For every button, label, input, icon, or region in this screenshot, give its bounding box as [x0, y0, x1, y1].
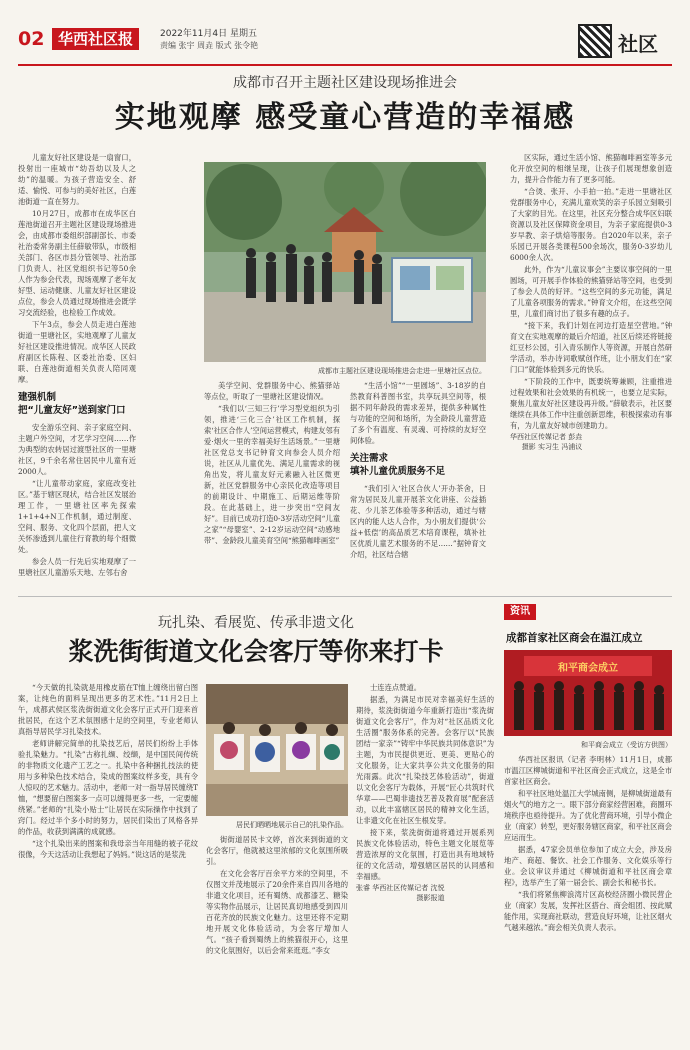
news-body [504, 754, 672, 1032]
paragraph: 士连连点赞道。 [370, 683, 422, 692]
page-number: 02 [18, 28, 45, 50]
masthead [18, 22, 672, 62]
paragraph: 老师讲解完简单的扎染技艺后，居民们纷纷上手体验扎染魅力。“扎染”古称扎缬、绞缬，是中国民间传统的非物质文化遗产工艺之一。扎染中各种捆扎技法的使用与多种染色技术结合，染成的图案纹样多变，具有令人惊叹的艺术魅力。活动中，老师一对一指导居民缠绕T恤，“想要留白图案多一点可以缠得更多一些，一定要缠绕紧。”老师的“扎染小贴士”让居民在实际操作中找到了窍门。经过半个多小时的努力，居民们染出了风格各异的作品，收获到满满的成就感。 [18, 739, 198, 836]
paragraph: 接下来，浆洗街街道将通过开展系列民族文化体验活动，特色主题文化展览等营造浓厚的文化氛围，打造出具有地域特征的文化活动，增强辖区居民的认同感和幸福感。 [356, 828, 494, 881]
story2-photo-caption: 居民们晒晒地展示自己的扎染作品。 [236, 821, 348, 829]
story1-subhead-2: 关注需求 填补儿童优质服务不足 [350, 453, 446, 477]
paragraph: “我们将紧焦柳浪湾片区高校经济圈小微民营企业（商家）发展，发挥社区搭台、商会组团、按此赋能作用，实现商社联动，营造良好环境，让社区烟火气越来越浓。”商会相关负责人表示。 [504, 890, 672, 932]
paragraph: 据悉，为满足市民对幸福美好生活的期待，浆洗街街道今年重新打造出“浆洗街街道文化会客厅”，作为对“社区品质文化生活圈”服务体系的完善。会客厅以“民族团结一家亲”“铸牢中华民族共同体意识”为主题，为市民提供更近、更美、更贴心的文化服务，让大家共享公共文化服务的阳光雨露。此次“扎染技艺体验活动”，街道以文化会客厅为载体，开展“匠心共筑时代华章——巴蜀非遗技艺普及教育展”配套活动，以此丰富辖区居民的精神文化生活，让非遗文化在社区生根发芽。 [356, 695, 494, 825]
editor-credits: 责编 张宇 周垚 版式 张令艳 [160, 41, 259, 50]
news-photo-banner: 和平商会成立 [558, 663, 618, 674]
story2-headline: 浆洗街街道文化会客厅等你来打卡 [68, 637, 444, 666]
paragraph: “我们引入‘社区合伙人’开办茶舍，日常为居民及儿童开展茶文化讲座、公益插花、少儿茶艺体验等多种活动，通过与辖区内的能人达人合作，为小朋友们提供‘公益+低偿’的高品质艺术培育课程，填补社区优质儿童艺术服务的不足……”据钟育文介绍，社区结合辖 [350, 484, 486, 559]
paragraph: “这个扎染出来的图案和我母亲当年用缝的被子花纹很像，今天这活动让我想起了妈妈。”说这话的是浆洗 [18, 839, 198, 859]
paragraph: “生活小馆”“一里圆场”、3-18岁的自然教育科普图书室，共享玩具空间等，根据不同年龄段的需求差异，提供多种属性与功能的空间和场所，为全龄段儿童营造了多个有温度、有灵魂、可持续的友好空间体验。 [350, 381, 486, 445]
paragraph: 区实际，通过生活小馆、熊猫咖啡画室等多元化开放空间的相继呈现，让孩子们展现想象创造力，提升合作能力有了更多可能。 [510, 153, 672, 184]
story1-kicker: 成都市召开主题社区建设现场推进会 [233, 75, 457, 91]
story1-column-2 [204, 380, 340, 590]
story2-byline: 张睿 华西社区传媒记者 沈悦 摄影报道 [356, 884, 445, 902]
story2-kicker: 玩扎染、看展览、传承非遗文化 [158, 615, 354, 631]
paragraph: 10月27日，成都市在成华区白莲池街道召开主题社区建设现场推进会，由成都市委组织部副部长、市委社治委常务副主任薛敏带队，市级相关部门、各区市县分管领导、社治部门负责人、社区党组织书记等50余人作为参会代表，现场观摩了老年友好型、运动健康、儿童友好社区建设点位，参会人员通过现场推进会既学习交流经验，也检验工作成效。 [18, 209, 136, 317]
story1-subhead-1: 建强机制 把“儿童友好”送到家门口 [18, 392, 126, 416]
paragraph: 参会人员一行先后实地观摩了一里塘社区儿童游乐天地、左邻右舍 [18, 557, 136, 577]
paragraph: “我们以‘三知三行’学习型党组织为引领，推进‘三化三合’社区工作机制，探索‘社区合作人’空间运营模式，构建友邻有爱·烟火一里的幸福美好生活场景。”一里塘社区党总支书记钟育文向参会人员介绍说，社区从儿童优先、满足儿童需求的视角出发，将儿童友好元素融入社区微更新，社区党群服务中心亲民化改造等项目的前期设计、中期施工、后期运维等阶段。在此基础上，进一步突出“空间友好”。目前已成功打造0-3岁活动空间“儿童之家”“母婴室”、2-12岁运动空间“动感地带”、金龄段儿童美育空间“熊猫咖啡画室” [204, 404, 340, 545]
news-photo-caption: 和平商会成立（受访方供图） [581, 741, 672, 749]
news-headline: 成都首家社区商会在温江成立 [506, 632, 643, 644]
story1-photo-caption: 成都市主题社区建设现场推进会走进一里塘社区点位。 [318, 367, 486, 375]
header-rule [18, 64, 672, 66]
paragraph: 街街道居民卡文婷，首次来到街道的文化会客厅，他就被这里浓郁的文化氛围所吸引。 [206, 835, 348, 866]
newspaper-brand: 华西社区报 [52, 28, 139, 50]
story1-photo [204, 162, 486, 362]
paragraph: “今天做的扎染就是用橡皮筋在T恤上缠绕出留白图案，让纯色的面料呈现出更多的艺术性。”11月2日上午，成都武侯区浆洗街街道文化会客厅正式开门迎来首批居民，在这个艺术氛围感十足的空间里，专业老师认真指导居民学习扎染技术。 [18, 683, 198, 736]
paragraph: “下阶段的工作中，既要统筹兼顾，注重推进过程效果和社会效果的有机统一，也要立足实际，聚焦儿童友好社区建设再升级。”薛敏表示，社区要继续在具体工作中注重创新思维，积极探索动有事有，为儿童友好城市创建助力。 [510, 377, 672, 430]
qr-code-icon [578, 24, 612, 58]
news-label: 资讯 [504, 604, 536, 620]
story2-column-2 [206, 834, 348, 1032]
section-title: 社区 [618, 32, 658, 56]
story2-column-1 [18, 682, 198, 1032]
news-photo [504, 650, 672, 736]
paragraph: 安全游乐空间、亲子家庭空间、主题户外空间，才艺学习空间……作为典型的农转居过渡型社区的一里塘社区，9千余名常住居民中儿童有近2000人。 [18, 423, 136, 476]
paragraph: “让儿童带动家庭，家庭改变社区。”基于辖区现状，结合社区发展治理工作，一里塘社区率先探索1+1+4+N工作机制，通过制度、空间、服务、文化四个层面，把人文关怀渗透到儿童住行育教的每个细微处。 [18, 479, 136, 554]
paragraph: 据悉，47家会员单位参加了成立大会，涉及房地产、商超、餐饮、社会工作服务、文化娱乐等行业。会议审议并通过《柳城街道和平社区商会章程》，选举产生了第一届会长、副会长和秘书长。 [504, 845, 672, 887]
news-brief [504, 604, 672, 1032]
paragraph: 此外，作为“儿童议事会”主要议事空间的一里圆场，可开展手作体验的熊猫驿站等空间，也受到了参会人员的好评。“这些空间的多元功能，满足了儿童各项服务的需求。”钟育文介绍，在这些空间里，儿童们商讨出了很多有趣的点子。 [510, 265, 672, 318]
section-divider [18, 596, 672, 597]
paragraph: 华西社区报讯（记者 李明林）11月1日，成都市温江区柳城街道和平社区商会正式成立，这是全市首家社区商会。 [504, 755, 672, 786]
paragraph: “接下来，我们计划在河边打造星空营地。”钟育文在实地观摩的最后介绍道，社区后续还将链接红豆杉公园，引入青乐制作人等资源，开展自然研学活动，举办诗词歌赋创作班，让小朋友们在“家门口”就能体验到多元的快乐。 [510, 321, 672, 374]
story1-headline: 实地观摩 感受童心营造的幸福感 [114, 100, 576, 135]
paragraph: “合烫、张开、小手拍一拍。”走进一里塘社区党群服务中心，充满儿童欢笑的亲子乐园立刻吸引了大家的目光。在这里，社区充分整合成华区妇联资源以及社区保障资金项目，为亲子家庭提供0-3岁早教、亲子烘焙等服务。自2020年以来，亲子乐园已开展各类课程500余场次，服务0-3岁幼儿6000余人次。 [510, 187, 672, 262]
paragraph: 美学空间、党群服务中心、熊猫驿站等点位，听取了一里塘社区建设情况。 [204, 381, 340, 401]
issue-date: 2022年11月4日 星期五 [160, 29, 257, 39]
story1-column-4 [510, 152, 672, 592]
story2-photo [206, 684, 348, 816]
paragraph: 和平社区地处温江大学城南侧，是柳城街道最有烟火气的地方之一。眼下部分商家经营困难，商圈环境秩序也亟待提升。为了优化营商环境，引导小微企业（商家）转型，更好服务辖区商家，和平社区商会应运而生。 [504, 789, 672, 842]
story1-photo-image [204, 162, 486, 362]
story2-photo-image [206, 684, 348, 816]
paragraph: 下午3点，参会人员走进白莲池街道一里塘社区，实地观摩了儿童友好社区建设推进情况。成华区人民政府副区长陈程、区委社治委、区妇联、白莲池街道相关负责人陪同观摩。 [18, 320, 136, 384]
paragraph: 在文化会客厅百余平方米的空间里，不仅图文并茂地展示了20余件来自四川各地的非遗文化项目，还有蜀绣、成都漆艺、糖染等实物作品展示，让居民真切地感受到四川百花齐放的民族文化魅力。这里还将不定期地开展文化体验活动，为会客厅增加人气。“孩子看到蜀绣上的熊猫很开心，这里的文化氛围好，以后会常来逛逛。”李女 [206, 869, 348, 955]
story2-column-3 [356, 682, 494, 1032]
paragraph: 儿童友好社区建设是一扇窗口，投射出一座城市“幼吾幼以及人之幼”的温暖。为孩子营造安全、舒适、愉悦、可参与的美好社区，白莲池街道一直在努力。 [18, 153, 136, 206]
story1-byline: 华西社区传媒记者 彭垚 摄影 实习生 冯浦议 [510, 433, 583, 451]
story1-column-3 [350, 380, 486, 590]
story1-column-1 [18, 152, 136, 590]
